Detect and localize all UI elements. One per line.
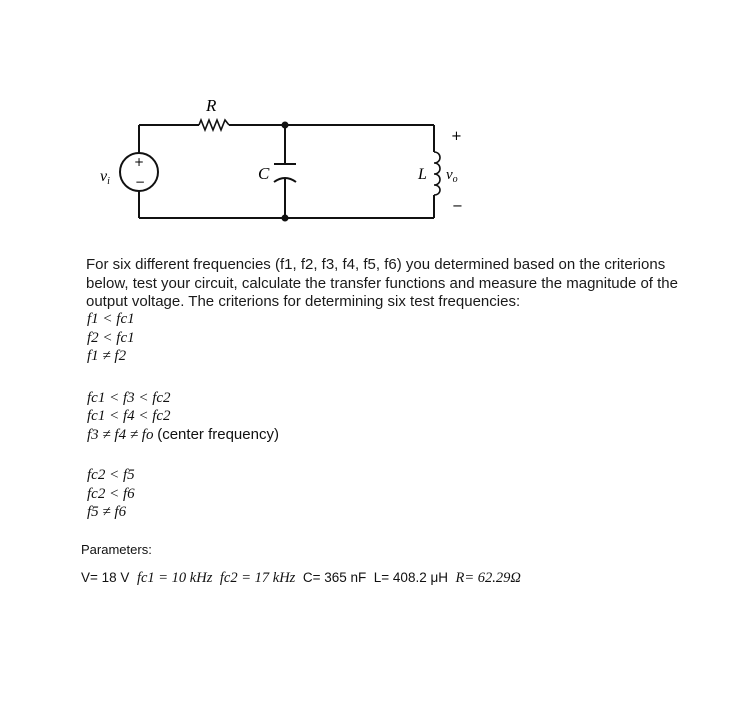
source-label: vi	[100, 168, 110, 187]
param-fc2: fc2 = 17 kHz	[219, 570, 296, 586]
junction-dot-top	[282, 122, 289, 129]
param-voltage: V= 18 V	[81, 570, 130, 585]
rlc-circuit-diagram	[0, 0, 732, 250]
param-resistance: R= 62.29Ω	[455, 570, 521, 586]
criterion-2: f2 < fc1	[87, 330, 135, 346]
parameters-line	[81, 570, 521, 587]
output-label: $v_o$	[446, 167, 458, 185]
criterion-6: f3 ≠ f4 ≠ fo (center frequency)	[87, 426, 279, 443]
criterion-1: f1 < fc1	[87, 311, 135, 327]
resistor-label: R	[206, 96, 217, 115]
parameters-label: Parameters:	[81, 542, 152, 557]
param-fc1: fc1 = 10 kHz	[136, 570, 213, 586]
param-inductance: L= 408.2 μH	[373, 570, 448, 585]
output-minus: −	[452, 199, 463, 214]
criterion-5: fc1 < f4 < fc2	[87, 408, 171, 424]
criterion-4: fc1 < f3 < fc2	[87, 390, 171, 406]
param-capacitance: C= 365 nF	[302, 570, 367, 585]
criterion-8: fc2 < f6	[87, 486, 135, 502]
circuit-wires	[139, 125, 434, 218]
capacitor-label: C	[258, 164, 270, 183]
resistor-symbol	[199, 120, 229, 130]
inductor-symbol	[434, 152, 440, 195]
source-minus: −	[135, 175, 146, 189]
source-plus: +	[134, 155, 145, 169]
inductor-label: L	[418, 166, 427, 183]
junction-dot-bottom	[282, 215, 289, 222]
criterion-9: f5 ≠ f6	[87, 504, 127, 520]
criterion-3: f1 ≠ f2	[87, 348, 127, 364]
output-plus: +	[451, 129, 462, 144]
center-frequency-note: (center frequency)	[157, 426, 279, 443]
criterion-7: fc2 < f5	[87, 467, 135, 483]
intro-paragraph: For six different frequencies (f1, f2, f3, f4, f5, f6) you determined based on the criterions below, test your circuit, calculate the transfer functions and measure the magnitude of the output voltage. The criterions for determining six test frequencies:	[86, 256, 678, 310]
